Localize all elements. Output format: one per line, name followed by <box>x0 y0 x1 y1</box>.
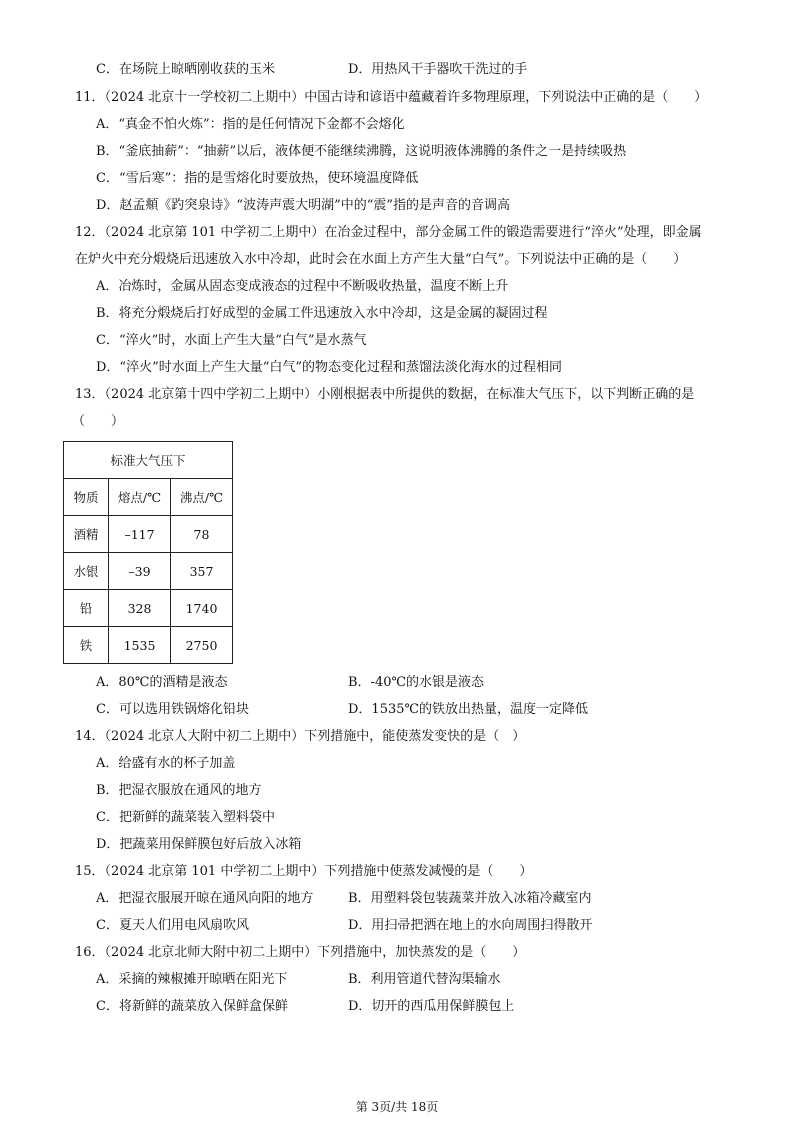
q14-option-c: C．把新鲜的蔬菜装入塑料袋中 <box>96 810 275 825</box>
table-cell: –39 <box>109 553 171 590</box>
page-footer: 第 3页/共 18页 <box>355 1100 439 1114</box>
question-14-stem: 14．（2024 北京人大附中初二上期中）下列措施中，能使蒸发变快的是（ ） <box>75 729 526 744</box>
table-cell: 328 <box>109 590 171 627</box>
q12-option-c: C．“淬火”时，水面上产生大量“白气”是水蒸气 <box>96 333 367 348</box>
table-row <box>64 627 233 664</box>
table-row <box>64 553 233 590</box>
q16-option-d: D．切开的西瓜用保鲜膜包上 <box>348 999 515 1014</box>
q11-option-d: D．赵孟頫《趵突泉诗》“波涛声震大明湖”中的“震”指的是声音的音调高 <box>96 198 511 213</box>
q13-option-d: D．1535℃的铁放出热量，温度一定降低 <box>348 702 589 717</box>
question-15-stem: 15．（2024 北京第 101 中学初二上期中）下列措施中使蒸发减慢的是（ ） <box>75 864 533 879</box>
q16-option-b: B．利用管道代替沟渠输水 <box>348 972 501 987</box>
table-cell: 1740 <box>171 590 233 627</box>
q12-option-d: D．“淬火”时水面上产生大量“白气”的物态变化过程和蒸馏法淡化海水的过程相同 <box>96 360 563 375</box>
table-cell: 酒精 <box>64 516 109 553</box>
q14-option-a: A．给盛有水的杯子加盖 <box>96 756 236 771</box>
q16-option-c: C．将新鲜的蔬菜放入保鲜盒保鲜 <box>96 999 288 1014</box>
q15-option-c: C．夏天人们用电风扇吹风 <box>96 918 249 933</box>
prev-option-c: C．在场院上晾晒刚收获的玉米 <box>96 62 275 77</box>
table-header-cell: 物质 <box>64 479 109 516</box>
q13-option-a: A．80℃的酒精是液态 <box>96 675 228 690</box>
table-row <box>64 590 233 627</box>
table-cell: 357 <box>171 553 233 590</box>
table-row <box>64 516 233 553</box>
q15-option-b: B．用塑料袋包装蔬菜并放入冰箱冷藏室内 <box>348 891 592 906</box>
q14-option-d: D．把蔬菜用保鲜膜包好后放入冰箱 <box>96 837 302 852</box>
table-header-cell: 沸点/℃ <box>171 479 233 516</box>
q11-option-b: B．“釜底抽薪”：“抽薪”以后，液体便不能继续沸腾，这说明液体沸腾的条件之一是持续吸热 <box>96 144 627 159</box>
question-12-stem-line2: 在炉火中充分煅烧后迅速放入水中冷却，此时会在水面上方产生大量“白气”。下列说法中正确的是（ ） <box>75 252 687 267</box>
q11-option-c: C．“雪后寒”：指的是雪熔化时要放热，使环境温度降低 <box>96 171 419 186</box>
table-cell: 铅 <box>64 590 109 627</box>
question-11-stem: 11．（2024 北京十一学校初二上期中）中国古诗和谚语中蕴藏着许多物理原理，下列说法中正确的是（ ） <box>75 90 708 105</box>
q12-option-a: A．冶炼时，金属从固态变成液态的过程中不断吸收热量，温度不断上升 <box>96 279 509 294</box>
table-cell: 2750 <box>171 627 233 664</box>
q16-option-a: A．采摘的辣椒摊开晾晒在阳光下 <box>96 972 288 987</box>
question-13-stem-line2: （ ） <box>72 414 125 429</box>
table-cell: 铁 <box>64 627 109 664</box>
q13-option-c: C．可以选用铁锅熔化铅块 <box>96 702 249 717</box>
table-cell: 1535 <box>109 627 171 664</box>
table-cell: –117 <box>109 516 171 553</box>
q13-option-b: B．-40℃的水银是液态 <box>348 675 485 690</box>
property-table <box>63 441 233 664</box>
table-header-row <box>64 479 233 516</box>
q11-option-a: A．“真金不怕火炼”：指的是任何情况下金都不会熔化 <box>96 117 405 132</box>
q12-option-b: B．将充分煅烧后打好成型的金属工件迅速放入水中冷却，这是金属的凝固过程 <box>96 306 548 321</box>
table-cell: 78 <box>171 516 233 553</box>
table-header-cell: 熔点/℃ <box>109 479 171 516</box>
question-16-stem: 16．（2024 北京北师大附中初二上期中）下列措施中，加快蒸发的是（ ） <box>75 945 526 960</box>
question-12-stem-line1: 12．（2024 北京第 101 中学初二上期中）在冶金过程中，部分金属工件的锻造需要进行“淬火”处理，即金属 <box>75 225 702 240</box>
q15-option-d: D．用扫帚把洒在地上的水向周围扫得散开 <box>348 918 593 933</box>
table-cell: 水银 <box>64 553 109 590</box>
q15-option-a: A．把湿衣服展开晾在通风向阳的地方 <box>96 891 314 906</box>
prev-option-d: D．用热风干手器吹干洗过的手 <box>348 62 528 77</box>
table-title: 标准大气压下 <box>64 442 233 479</box>
question-13-stem-line1: 13．（2024 北京第十四中学初二上期中）小刚根据表中所提供的数据，在标准大气压下，以下判断正确的是 <box>75 387 695 402</box>
q14-option-b: B．把湿衣服放在通风的地方 <box>96 783 262 798</box>
